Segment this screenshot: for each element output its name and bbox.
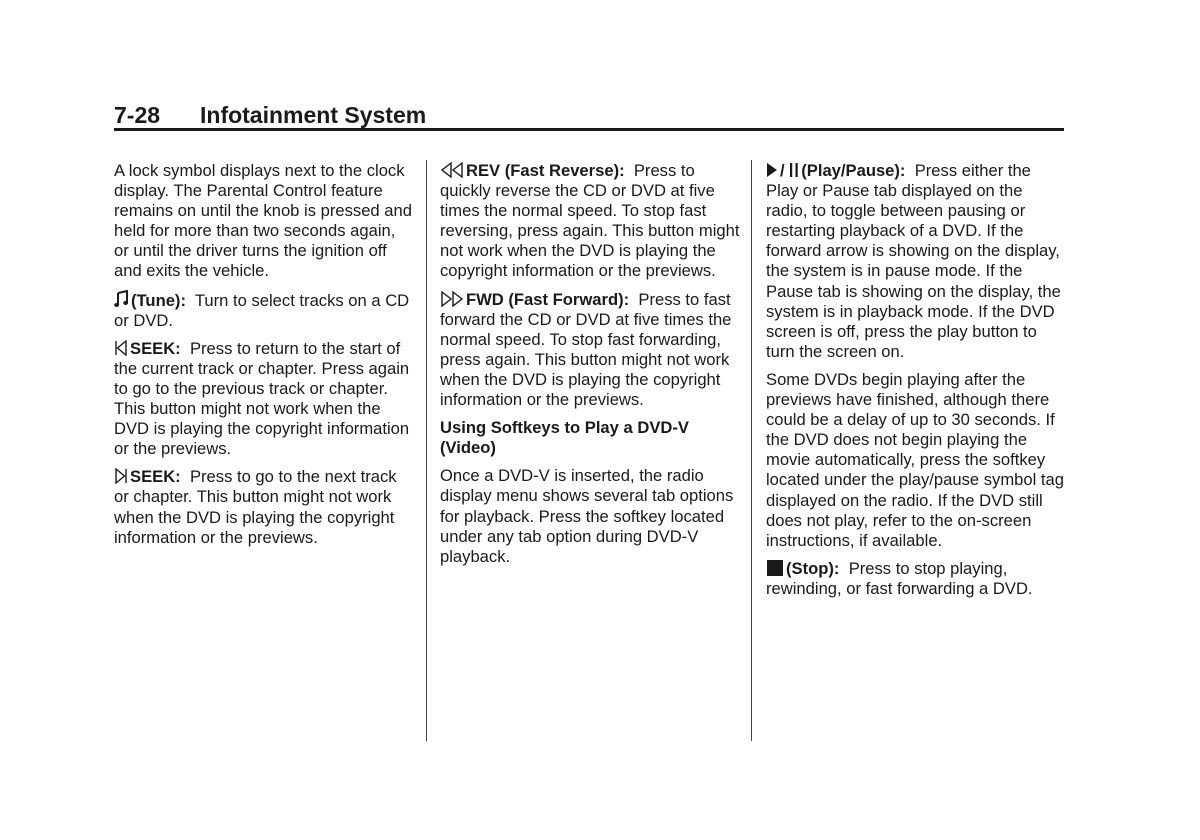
tune-paragraph: [114, 290, 414, 331]
fast-forward-icon: [440, 291, 464, 307]
column-divider: [426, 160, 427, 741]
column-divider: [751, 160, 752, 741]
parental-control-paragraph: A lock symbol displays next to the clock display. The Parental Control feature remains on until the knob is pressed and held for more than two seconds again, or until the driver turns the ignition off and exits the vehicle.: [114, 161, 412, 281]
seek-next-icon: [114, 468, 128, 484]
page-number: 7-28: [114, 102, 161, 128]
rev-paragraph: [440, 161, 740, 282]
tune-label: (Tune):: [131, 290, 186, 310]
music-note-icon: [114, 290, 129, 308]
seek-next-label: SEEK:: [130, 467, 181, 487]
fwd-label: FWD (Fast Forward):: [466, 289, 630, 309]
page-title: Infotainment System: [200, 102, 427, 128]
seek-next-text: Press to go to the next track or chapter. This button might not work when the DVD is playing the copyright information or the previews.: [114, 467, 397, 547]
softkeys-subheading: Using Softkeys to Play a DVD-V (Video): [440, 418, 689, 458]
header-rule: [114, 128, 1064, 131]
seek-next-paragraph: [114, 467, 414, 547]
play-pause-label: (Play/Pause):: [801, 161, 906, 180]
stop-text: Press to stop playing, rewinding, or fast forwarding a DVD.: [766, 558, 1033, 598]
tune-text: Turn to select tracks on a CD or DVD.: [114, 290, 410, 330]
seek-previous-icon: [114, 340, 128, 356]
stop-label: (Stop):: [786, 558, 840, 578]
stop-icon: [766, 560, 784, 576]
column-right: [766, 161, 1066, 607]
column-middle: [440, 161, 740, 575]
seek-previous-label: SEEK:: [130, 338, 181, 358]
play-icon: [766, 162, 778, 178]
column-left: [114, 161, 414, 556]
fast-reverse-icon: [440, 162, 464, 178]
seek-previous-text: Press to return to the start of the current track or chapter. Press again to go to the previous track or chapter. This button might not work when the DVD is playing the copyright information or the previews.: [114, 338, 410, 459]
pause-icon: [789, 162, 799, 178]
rev-label: REV (Fast Reverse):: [466, 161, 625, 180]
softkeys-paragraph: Once a DVD-V is inserted, the radio display menu shows several tab options for playback. Press the softkey located under any tab option during DVD-V playback.: [440, 466, 734, 566]
stop-paragraph: [766, 559, 1066, 599]
play-pause-paragraph: [766, 161, 1066, 362]
play-pause-text: Press either the Play or Pause tab displayed on the radio, to toggle between pausing or restarting playback of a DVD. If the forward arrow is showing on the display, the system is in pause mode. If the Pause tab is showing on the display, the system is in playback mode. If the DVD screen is off, press the play button to turn the screen on.: [766, 161, 1061, 361]
seek-previous-paragraph: [114, 339, 414, 460]
fwd-text: Press to fast forward the CD or DVD at five times the normal speed. To stop fast forwarding, press again. This button might not work when the DVD is playing the copyright information or the previews.: [440, 289, 732, 410]
rev-text: Press to quickly reverse the CD or DVD at five times the normal speed. To stop fast reversing, press again. This button might not work when the DVD is playing the copyright information or the previews.: [440, 161, 740, 281]
fwd-paragraph: [440, 290, 740, 411]
some-dvds-paragraph: Some DVDs begin playing after the previews have finished, although there could be a delay of up to 30 seconds. If the DVD does not begin playing the movie automatically, press the softkey located under the play/pause symbol tag displayed on the radio. If the DVD still does not play, refer to the on-screen instructions, if available.: [766, 369, 1064, 550]
play-pause-slash: /: [780, 161, 785, 180]
